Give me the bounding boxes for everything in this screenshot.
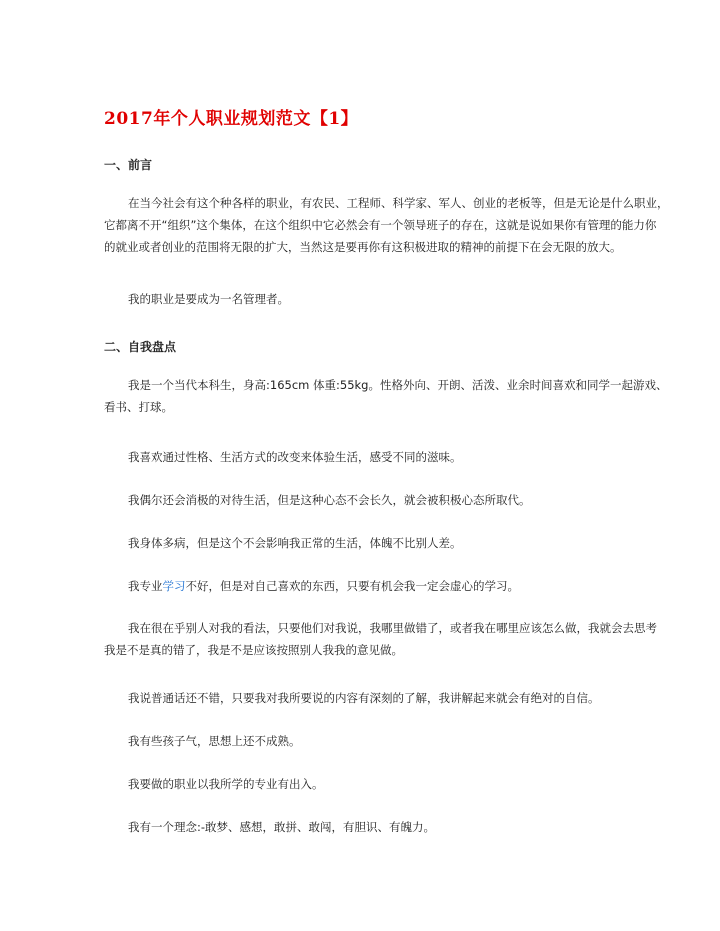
paragraph-line: 看书、打球。: [104, 400, 173, 414]
paragraph-line: [104, 575, 624, 597]
paragraph-line: 我的职业是要成为一名管理者。: [128, 292, 289, 306]
paragraph-line: 我身体多病，但是这个不会影响我正常的生活，体魄不比别人差。: [128, 536, 462, 550]
paragraph-line: 的就业或者创业的范围将无限的扩大，当然这是要再你有这积极进取的精神的前提下在会无限的放大。: [104, 240, 622, 254]
paragraph-attitude: [104, 489, 624, 511]
paragraph-career-major: [104, 773, 624, 795]
paragraph-line: 我是不是真的错了，我是不是应该按照别人我我的意见做。: [104, 643, 403, 657]
text-segment: 我专业: [128, 579, 163, 593]
paragraph-study: [104, 575, 624, 597]
paragraph-mandarin: [104, 687, 624, 709]
paragraph-line: 我有些孩子气，思想上还不成熟。: [128, 734, 301, 748]
paragraph-line: 我有一个理念:-敢梦、感想，敢拼、敢闯，有胆识、有魄力。: [128, 820, 436, 834]
paragraph-line: 在当今社会有这个种各样的职业，有农民、工程师、科学家、军人、创业的老板等，但是无论是什么职业，: [128, 196, 669, 210]
paragraph-line: 我在很在乎别人对我的看法，只要他们对我说，我哪里做错了，或者我在哪里应该怎么做，我就会去思考: [128, 621, 657, 635]
section-heading-self-review: 二、自我盘点: [104, 340, 177, 354]
paragraph-line: 它都离不开“组织”这个集体，在这个组织中它必然会有一个领导班子的存在，这就是说如果你有管理的能力你: [104, 218, 657, 232]
section-heading-preface: 一、前言: [104, 158, 153, 172]
paragraph-line: 我是一个当代本科生，身高:165cm 体重:55kg。性格外向、开朗、活泼、业余时间喜欢和同学一起游戏、: [128, 378, 668, 392]
document-title: 2017年个人职业规划范文【1】: [104, 109, 359, 129]
study-link[interactable]: 学习: [162, 579, 186, 593]
paragraph-motto: [104, 816, 624, 838]
paragraph-line: 我要做的职业以我所学的专业有出入。: [128, 777, 324, 791]
paragraph-childish: [104, 730, 624, 752]
paragraph-feedback: [104, 617, 657, 661]
paragraph-self-intro: [104, 374, 668, 418]
paragraph-health: [104, 532, 624, 554]
text-segment: 不好，但是对自己喜欢的东西，只要有机会我一定会虚心的学习。: [185, 579, 519, 593]
paragraph-line: 我偶尔还会消极的对待生活，但是这种心态不会长久，就会被积极心态所取代。: [128, 493, 531, 507]
paragraph-line: 我喜欢通过性格、生活方式的改变来体验生活，感受不同的滋味。: [128, 450, 462, 464]
paragraph-career-goal: [104, 288, 624, 310]
paragraph-lifestyle: [104, 446, 624, 468]
paragraph-intro: [104, 192, 669, 258]
paragraph-line: 我说普通话还不错，只要我对我所要说的内容有深刻的了解，我讲解起来就会有绝对的自信。: [128, 691, 600, 705]
